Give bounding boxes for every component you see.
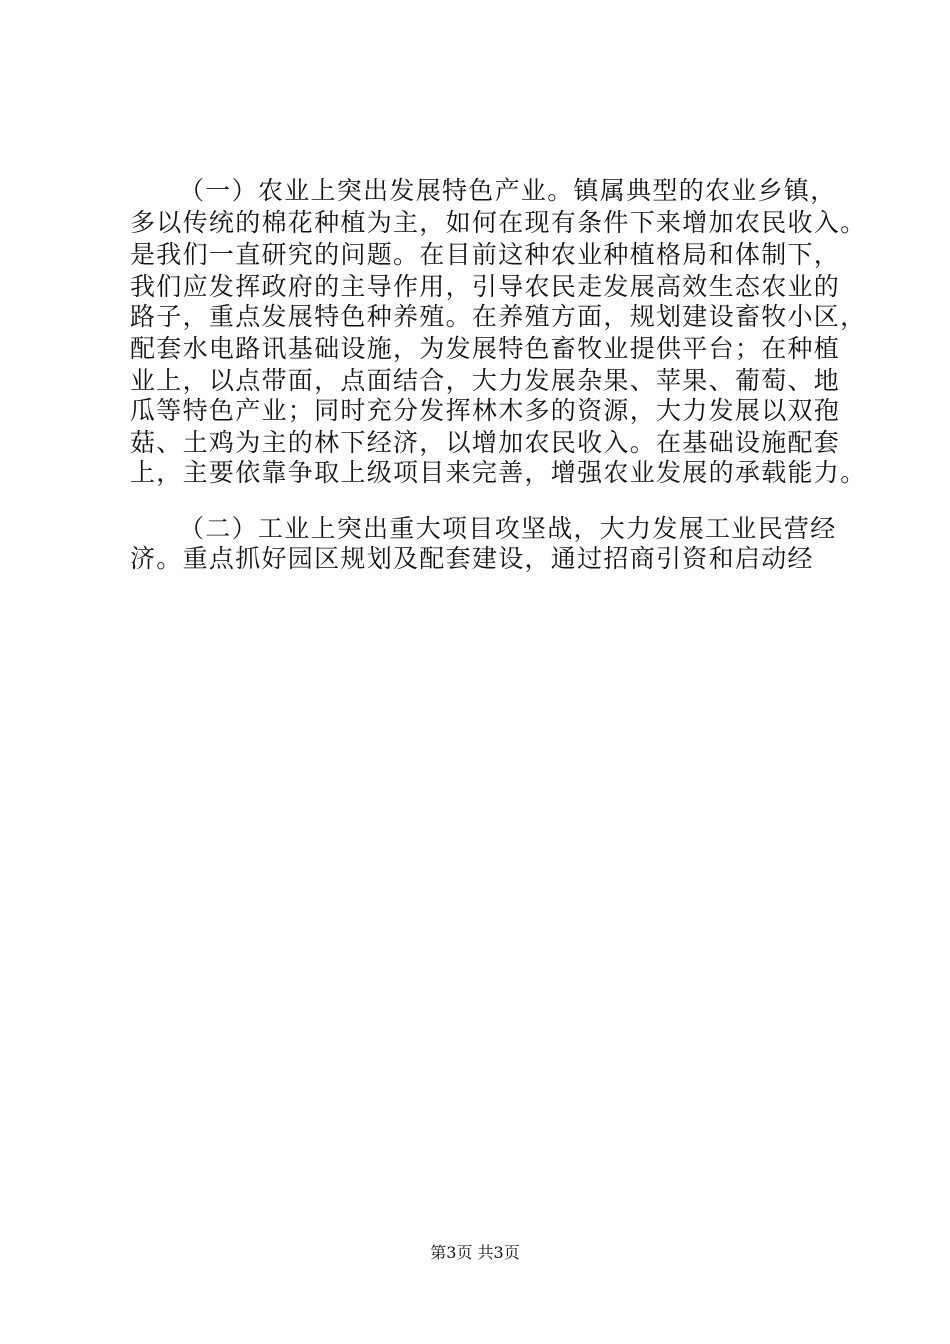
paragraph-1-line-1: （一）农业上突出发展特色产业。镇属典型的农业乡镇， <box>179 176 837 205</box>
paragraph-2-line-1: （二）工业上突出重大项目攻坚战，大力发展工业民营经 <box>179 514 837 543</box>
paragraph-1-line-7: 业上，以点带面，点面结合，大力发展杂果、苹果、葡萄、地 <box>130 366 841 395</box>
paragraph-1-line-2: 多以传统的棉花种植为主，如何在现有条件下来增加农民收入。 <box>130 208 867 237</box>
paragraph-1-line-10: 上，主要依靠争取上级项目来完善，增强农业发展的承载能力。 <box>130 458 867 487</box>
paragraph-1-line-6: 配套水电路讯基础设施，为发展特色畜牧业提供平台；在种植 <box>130 334 841 363</box>
paragraph-2-line-2: 济。重点抓好园区规划及配套建设，通过招商引资和启动经 <box>130 544 814 573</box>
page-number-footer: 第3页 共3页 <box>430 1243 520 1262</box>
paragraph-1-line-5: 路子，重点发展特色种养殖。在养殖方面，规划建设畜牧小区， <box>130 302 867 331</box>
paragraph-1-line-8: 瓜等特色产业；同时充分发挥林木多的资源，大力发展以双孢 <box>130 396 841 425</box>
paragraph-1-line-3: 是我们一直研究的问题。在目前这种农业种植格局和体制下， <box>130 240 841 269</box>
paragraph-1-line-9: 菇、土鸡为主的林下经济，以增加农民收入。在基础设施配套 <box>130 428 841 457</box>
paragraph-1-line-4: 我们应发挥政府的主导作用，引导农民走发展高效生态农业的 <box>130 272 841 301</box>
